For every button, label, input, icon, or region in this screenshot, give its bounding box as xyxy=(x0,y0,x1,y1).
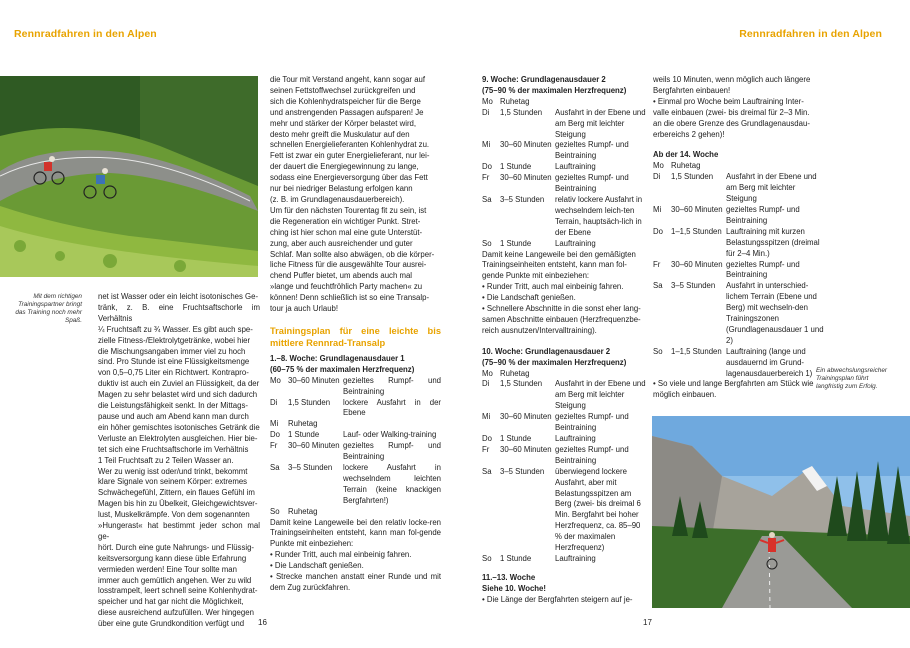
body-line: Schlaf. Man sollte also abwägen, ob die körper- xyxy=(270,249,435,259)
body-line: Verluste an Elektrolyten ausgleichen. Hier bie- xyxy=(98,433,258,443)
plan-activity xyxy=(726,161,825,172)
plan-activity: Ausfahrt in der Ebene und am Berg mit leichter Steigung xyxy=(555,379,646,411)
body-line: Magen bis hin zu Übelkeit, Gleichgewichtsver- xyxy=(98,499,258,509)
body-line: weils 10 Minuten, wenn möglich auch längere xyxy=(653,75,811,84)
body-line: sodass eine Energieversorgung über das Fett xyxy=(270,173,428,183)
plan-duration: 3–5 Stunden xyxy=(500,466,545,476)
plan-row xyxy=(653,172,825,205)
plan-activity: Ausfahrt in unterschied-lichem Terrain (Ebene und Berg) mit wechseln-den Trainingszonen (Grundlagenausdauer 1 und 2) xyxy=(726,281,824,345)
plan-activity xyxy=(555,97,648,108)
plan-activity: gezieltes Rumpf- und Beintraining xyxy=(343,375,441,396)
body-line: 1 Teil Fruchtsaft zu 2 Teilen Wasser an. xyxy=(98,455,234,465)
plan-duration: Ruhetag xyxy=(288,506,318,516)
plan-activity: lockere Ausfahrt in wechselndem leichten Terrain (keine knackigen Bergfahrten!) xyxy=(343,463,441,505)
plan-activity: gezieltes Rumpf- und Beintraining xyxy=(726,204,800,225)
bullet-item: • Strecke manchen anstatt einer Runde und mit dem Zug zurückfahren. xyxy=(270,572,441,592)
plan-duration: 30–60 Minuten xyxy=(671,259,723,269)
plan-duration: 1 Stunde xyxy=(500,162,532,172)
plan-day: Mo xyxy=(482,96,493,106)
plan-row xyxy=(482,140,648,162)
body-line: an die obere Grenze des Grundlagenausdau- xyxy=(653,118,810,128)
body-line: die Tour mit Verstand angeht, kann sogar auf xyxy=(270,75,426,84)
plan-duration: 1 Stunde xyxy=(500,238,532,248)
body-line: speicher und hat gar nicht die Möglichkeit, xyxy=(98,597,244,607)
plan-duration: 30–60 Minuten xyxy=(288,375,340,385)
plan-day: Mo xyxy=(482,368,493,378)
plan-heading: Trainingsplan für eine leichte bis mittlere Rennrad-Transalp xyxy=(270,325,441,348)
body-line: Magen zu sehr belastet wird und sich dadurch xyxy=(98,390,258,400)
plan-duration: 30–60 Minuten xyxy=(500,444,552,454)
body-line: »Hungerast« hat bestimmt jeder schon mal ge- xyxy=(98,521,260,541)
bullet-item: • Runder Tritt, auch mal einbeinig fahren. xyxy=(270,550,412,560)
plan-day: Di xyxy=(482,107,490,117)
plan-activity: überwiegend lockere Ausfahrt, aber mit Belastungsspitzen am Berg (zwei- bis dreimal 6 Min. Bergfahrt bei hoher Herzfrequenz, ca. 85–90 % der maximalen Herzfrequenz) xyxy=(555,466,641,553)
body-line: pause und auch am Abend kann man durch xyxy=(98,411,249,421)
plan-row xyxy=(653,205,825,227)
body-line: liche Fitness für die ausgewählte Tour ausrei- xyxy=(270,260,427,270)
plan-duration: 3–5 Stunden xyxy=(500,194,545,204)
plan-day: Mo xyxy=(653,161,664,171)
body-line: • Einmal pro Woche beim Lauftraining Inter- xyxy=(653,96,804,106)
plan-day: So xyxy=(482,553,492,563)
plan-row xyxy=(653,260,825,282)
body-line: »lange und feuchtfröhlich Party machen« zu xyxy=(270,282,423,292)
plan-day: Do xyxy=(482,162,492,172)
plan-row xyxy=(482,467,648,554)
plan-duration: 3–5 Stunden xyxy=(288,463,333,472)
plan-row xyxy=(482,369,648,380)
plan-activity: Lauftraining xyxy=(555,434,596,443)
week14-title: Ab der 14. Woche xyxy=(653,150,719,160)
body-line: die Mischungsangaben immer viel zu hoch xyxy=(98,346,246,356)
body-line: keitsversorgung kann diese üble Erfahrung xyxy=(98,553,247,563)
body-line: desto mehr greift die Muskulatur auf den xyxy=(270,129,410,139)
body-line: von 0,5–0,75 Liter ein Richtwert. Kontrapro- xyxy=(98,368,249,378)
cyclists-photo xyxy=(0,76,258,277)
week11-subtitle: Siehe 10. Woche! xyxy=(482,583,546,593)
week10-table xyxy=(482,369,648,565)
body-line: vermieden werden! Eine Tour sollte man xyxy=(98,564,237,574)
running-head-right: Rennradfahren in den Alpen xyxy=(739,28,882,40)
plan-activity: Lauftraining xyxy=(555,238,596,248)
plan-day: So xyxy=(270,506,280,516)
page-number-right: 17 xyxy=(643,618,652,627)
plan-day: Di xyxy=(653,172,661,182)
body-line: net ist Wasser oder ein leicht isotonisches Ge- xyxy=(98,292,259,301)
week1-subtitle: (60–75 % der maximalen Herzfrequenz) xyxy=(270,364,415,374)
week10-subtitle: (75–90 % der maximalen Herzfrequenz) xyxy=(482,357,627,367)
week11-title: 11.–13. Woche xyxy=(482,572,536,582)
plan-duration: 1 Stunde xyxy=(500,434,532,443)
plan-day: So xyxy=(482,238,492,248)
plan-day: Di xyxy=(270,397,278,407)
body-line: klare Signale von seinem Körper: extremes xyxy=(98,477,248,487)
body-line: schnellen Energielieferanten Kohlenhydrat zu. xyxy=(270,140,430,150)
col2-text xyxy=(270,75,441,315)
plan-duration: Ruhetag xyxy=(671,161,701,171)
plan-row xyxy=(482,434,648,445)
body-line: ein höher gemischtes isotonisches Getränk die xyxy=(98,422,260,432)
plan-row xyxy=(482,554,648,565)
plan-activity: lockere Ausfahrt in der Ebene xyxy=(343,397,441,418)
plan-activity: Ausfahrt in der Ebene und am Berg mit leichter Steigung xyxy=(555,107,646,139)
body-line: zielle Fitness-/Elektrolytgetränke, wobei hier xyxy=(98,335,251,345)
column-4 xyxy=(653,75,825,401)
plan-row xyxy=(482,239,648,250)
plan-duration: 1–1,5 Stunden xyxy=(671,226,722,236)
bullet-item: • Runder Tritt, auch mal einbeinig fahren. xyxy=(482,282,624,292)
plan-activity xyxy=(343,419,441,430)
body-line: die Leistungsfähigkeit senkt. In der Mittags- xyxy=(98,401,248,411)
plan-duration: 30–60 Minuten xyxy=(500,173,552,183)
plan-duration: 1,5 Stunden xyxy=(288,397,331,407)
plan-day: Fr xyxy=(270,441,278,451)
week9-title: 9. Woche: Grundlagenausdauer 2 xyxy=(482,75,606,84)
plan-activity xyxy=(555,369,648,380)
plan-day: So xyxy=(653,346,663,356)
plan-row xyxy=(270,376,441,398)
week10-title: 10. Woche: Grundlagenausdauer 2 xyxy=(482,346,611,356)
body-line: lust, Muskelkrämpfe. Von dem sogenannten xyxy=(98,510,250,520)
body-line: valle einbauen (zwei- bis dreimal für 2–3 Min. xyxy=(653,107,810,117)
week1-note: Damit keine Langeweile bei den relativ locke-ren Trainingseinheiten entsteht, kann man fol-gende Punkte mit einbeziehen: xyxy=(270,517,441,549)
plan-row xyxy=(482,445,648,467)
plan-activity: Lauftraining xyxy=(555,162,596,172)
body-line: und anstrengenden Passagen aufsparen! Je xyxy=(270,107,424,117)
plan-activity: Ausfahrt in der Ebene und am Berg mit leichter Steigung xyxy=(726,172,817,204)
week1-block xyxy=(270,354,441,594)
body-line: mehr und stärker der Körper belastet wird, xyxy=(270,118,417,128)
plan-day: Sa xyxy=(653,281,663,291)
body-line: nur bei niedriger Belastung erfolgen kann xyxy=(270,184,413,194)
plan-row xyxy=(482,108,648,141)
plan-duration: 1,5 Stunden xyxy=(671,172,714,182)
body-line: tet sich eine Fruchtsaftschorle im Verhältnis xyxy=(98,444,249,454)
week14-table xyxy=(653,161,825,379)
plan-duration: 30–60 Minuten xyxy=(500,140,552,150)
week1-title: 1.–8. Woche: Grundlagenausdauer 1 xyxy=(270,353,405,363)
plan-activity: relativ lockere Ausfahrt in wechselndem leich-ten Terrain, hauptsäch-lich in der Ebene xyxy=(555,194,643,237)
body-line: chend Puffer bietet, um abends auch mal xyxy=(270,271,413,281)
plan-activity: gezieltes Rumpf- und Beintraining xyxy=(726,259,800,280)
plan-day: Di xyxy=(482,379,490,389)
plan-day: Mi xyxy=(653,204,662,214)
plan-day: Mi xyxy=(270,419,279,429)
plan-row xyxy=(482,195,648,239)
body-line: über eine gute Grundkondition verfügt und xyxy=(98,619,245,629)
plan-row xyxy=(270,507,441,518)
body-line: können! Denn schließlich ist so eine Transalp- xyxy=(270,293,430,303)
plan-day: Fr xyxy=(653,259,661,269)
plan-day: Do xyxy=(270,430,280,440)
plan-activity: gezieltes Rumpf- und Beintraining xyxy=(555,412,629,433)
plan-row xyxy=(270,419,441,430)
plan-day: Do xyxy=(653,226,663,236)
body-line: Schwächegefühl, Zittern, ein flaues Gefühl im xyxy=(98,488,255,498)
plan-day: Fr xyxy=(482,173,490,183)
plan-duration: 1,5 Stunden xyxy=(500,107,543,117)
body-line: Fett ist zwar ein guter Energielieferant, nur lei- xyxy=(270,151,430,161)
week9-note: Damit keine Langeweile bei den gemäßigten Trainingseinheiten entsteht, kann man fol-gende Punkte mit einbeziehen: xyxy=(482,249,636,281)
plan-duration: 1 Stunde xyxy=(288,430,320,440)
plan-row xyxy=(653,347,825,380)
body-line: immer auch gemütlich angehen. Wer zu wild xyxy=(98,575,252,585)
body-line: zung, aber auch ausreichender und guter xyxy=(270,238,413,248)
week9-bullets xyxy=(482,282,648,337)
plan-day: Mo xyxy=(270,375,281,385)
right-photo-caption: Ein abwechslungsreicher Trainingsplan führt langfristig zum Erfolg. xyxy=(816,367,888,390)
plan-activity: Lauftraining (lange und ausdauernd im Grund-lagenausdauerbereich 1) xyxy=(726,346,813,378)
body-line: tour ja auch Urlaub! xyxy=(270,304,339,314)
bullet-item: • Schnellere Abschnitte in die sonst eher lang-samen Abschnitte einbauen (Herzfrequenzbe-reich ausnutzen/Intervalltraining). xyxy=(482,304,641,335)
body-line: hört. Durch eine gute Nahrungs- und Flüssig- xyxy=(98,542,255,552)
plan-duration: 3–5 Stunden xyxy=(671,281,716,291)
body-line: die Regeneration ein wichtiger Punkt. Stret- xyxy=(270,216,421,226)
column-3 xyxy=(482,75,648,606)
body-line: erbereichs 2 gehen)! xyxy=(653,129,725,139)
plan-day: Sa xyxy=(270,463,280,472)
week11-bullet: • Die Länge der Bergfahrten steigern auf je- xyxy=(482,594,633,604)
plan-row xyxy=(482,97,648,108)
column-1 xyxy=(98,292,260,630)
plan-row xyxy=(270,398,441,420)
page-number-left: 16 xyxy=(258,618,267,627)
plan-duration: Ruhetag xyxy=(500,368,530,378)
week9-table xyxy=(482,97,648,250)
plan-row xyxy=(270,441,441,463)
col4-text xyxy=(653,75,825,140)
plan-row xyxy=(653,281,825,346)
plan-duration: 1 Stunde xyxy=(500,553,532,563)
plan-day: Sa xyxy=(482,466,492,476)
column-2 xyxy=(270,75,441,594)
plan-row xyxy=(270,430,441,441)
plan-row xyxy=(482,173,648,195)
plan-activity: gezieltes Rumpf- und Beintraining xyxy=(555,173,629,194)
plan-row xyxy=(482,379,648,412)
plan-row xyxy=(482,162,648,173)
plan-row xyxy=(270,463,441,507)
plan-row xyxy=(482,412,648,434)
plan-duration: 1–1,5 Stunden xyxy=(671,346,722,356)
plan-activity: gezieltes Rumpf- und Beintraining xyxy=(555,140,629,161)
body-line: sich die Kohlenhydratspeicher für die Berge xyxy=(270,96,421,106)
week14-note: • So viele und lange Bergfahrten am Stück wie möglich einbauen. xyxy=(653,379,814,400)
bullet-item: • Die Landschaft genießen. xyxy=(482,293,576,303)
body-line: sind. Pro Stunde ist eine Flüssigkeitsmenge xyxy=(98,357,250,367)
body-line: ¼ Fruchtsaft zu ¾ Wasser. Es gibt auch spe- xyxy=(98,324,253,334)
plan-day: Fr xyxy=(482,444,490,454)
body-line: Bergfahrten einbauen! xyxy=(653,85,731,95)
week9-subtitle: (75–90 % der maximalen Herzfrequenz) xyxy=(482,85,627,95)
running-head-left: Rennradfahren in den Alpen xyxy=(14,28,157,40)
plan-activity: Lauf- oder Walking-training xyxy=(343,430,437,440)
plan-activity: Lauftraining xyxy=(555,553,596,563)
body-line: duktiv ist auch ein Zuviel an Flüssigkeit, da der xyxy=(98,379,260,389)
plan-duration: 30–60 Minuten xyxy=(500,412,552,422)
week1-table xyxy=(270,376,441,518)
plan-activity xyxy=(343,507,441,518)
body-line: diese ausreichend aufzufüllen. Wer hingegen xyxy=(98,608,254,618)
body-line: losstrampelt, leert schnell seine Kohlenhydrat- xyxy=(98,586,258,596)
plan-activity: gezieltes Rumpf- und Beintraining xyxy=(343,441,441,462)
plan-row xyxy=(653,161,825,172)
body-line: der dauert die Energiegewinnung zu lange, xyxy=(270,162,419,172)
plan-duration: Ruhetag xyxy=(288,419,318,429)
body-line: seinen Fettstoffwechsel zurückgreifen und xyxy=(270,85,416,95)
plan-day: Mi xyxy=(482,140,491,150)
bullet-item: • Die Landschaft genießen. xyxy=(270,561,364,571)
body-line: ching ist hier schon mal eine gute Unterstüt- xyxy=(270,227,423,237)
week1-bullets xyxy=(270,550,441,594)
plan-duration: Ruhetag xyxy=(500,96,530,106)
col1-text xyxy=(98,292,260,630)
mountain-cyclist-photo xyxy=(652,416,910,608)
left-photo-caption: Mit dem richtigen Trainingspartner bringt das Training noch mehr Spaß. xyxy=(15,293,82,324)
body-line: Um für den nächsten Tourentag fit zu sein, ist xyxy=(270,205,427,215)
plan-duration: 30–60 Minuten xyxy=(671,204,723,214)
plan-activity: Lauftraining mit kurzen Belastungsspitzen (dreimal für 2–4 Min.) xyxy=(726,226,820,258)
body-line: Wer zu wenig isst oder/und trinkt, bekommt xyxy=(98,466,248,476)
plan-duration: 1,5 Stunden xyxy=(500,379,543,389)
plan-day: Sa xyxy=(482,194,492,204)
plan-activity: gezieltes Rumpf- und Beintraining xyxy=(555,444,629,465)
body-line: tränk, z. B. eine Fruchtsaftschorle im Verhältnis xyxy=(98,302,260,323)
plan-row xyxy=(653,227,825,260)
plan-duration: 30–60 Minuten xyxy=(288,441,340,451)
plan-day: Do xyxy=(482,434,492,443)
plan-day: Mi xyxy=(482,412,491,422)
body-line: (z. B. im Grundlagenausdauerbereich). xyxy=(270,194,405,204)
